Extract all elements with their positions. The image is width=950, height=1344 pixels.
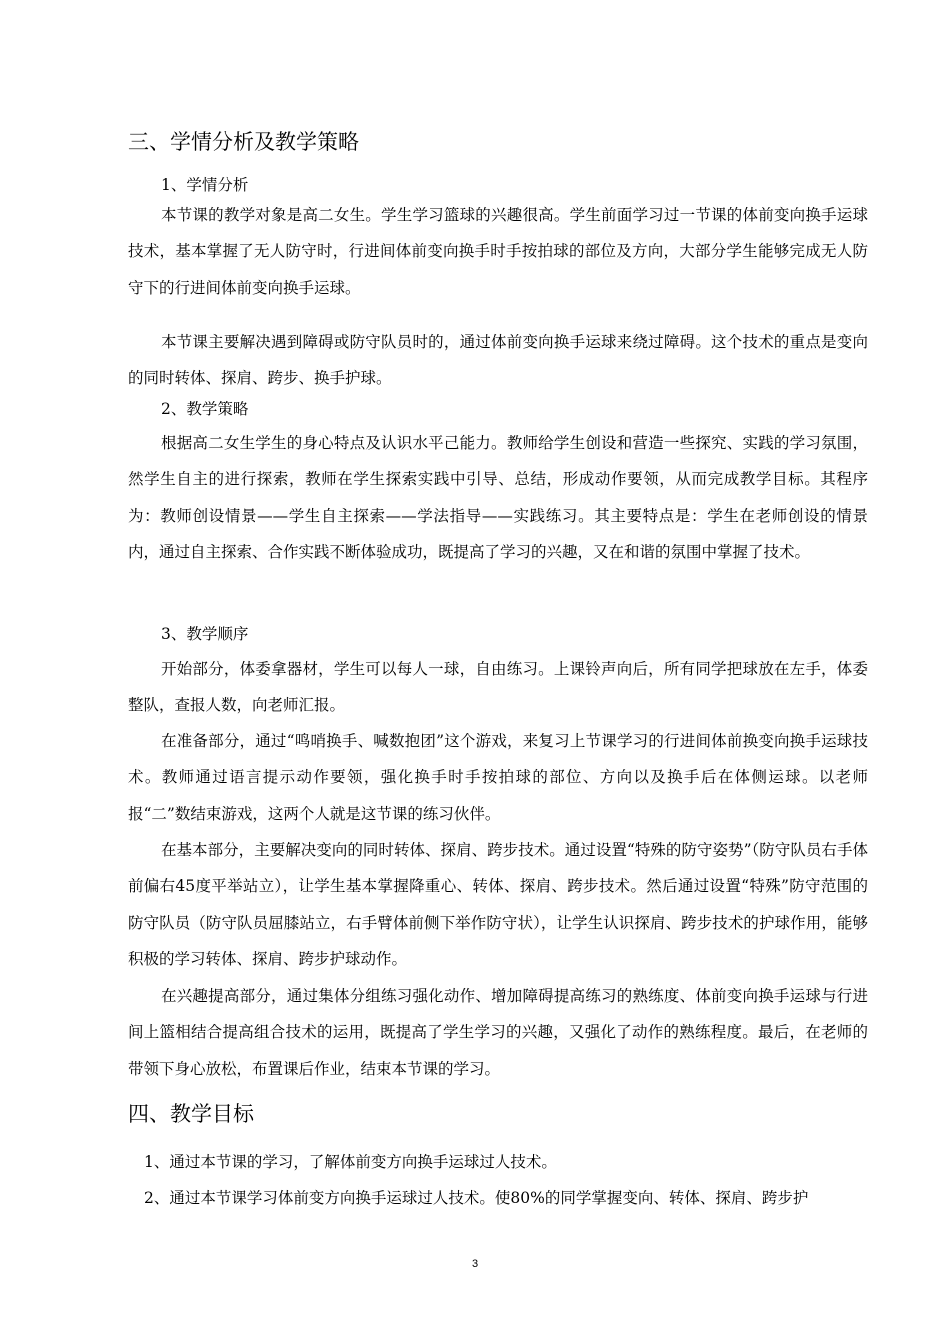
- paragraph-teaching-strategy: 根据高二女生学生的身心特点及认识水平己能力。教师给学生创设和营造一些探究、实践的学习氛围，然学生自主的进行探索，教师在学生探索实践中引导、总结，形成动作要领，从而完成教学目标。其程序为：教师创设情景——学生自主探索——学法指导——实践练习。其主要特点是：学生在老师创设的情景内，通过自主探索、合作实践不断体验成功，既提高了学习的兴趣，又在和谐的氛围中掌握了技术。: [128, 434, 868, 561]
- subsection-3-heading: 3、教学顺序: [161, 625, 249, 643]
- paragraph-teaching-order-3: 在基本部分，主要解决变向的同时转体、探肩、跨步技术。通过设置“特殊的防守姿势”（防守队员右手体前偏右45度平举站立），让学生基本掌握降重心、转体、探肩、跨步技术。然后通过设置“特殊”防守范围的防守队员（防守队员屈膝站立，右手臂体前侧下举作防守状），让学生认识探肩、跨步技术的护球作用，能够积极的学习转体、探肩、跨步护球动作。: [128, 841, 868, 968]
- paragraph-learner-analysis-2: 本节课主要解决遇到障碍或防守队员时的，通过体前变向换手运球来绕过障碍。这个技术的重点是变向的同时转体、探肩、跨步、换手护球。: [128, 333, 868, 388]
- goal-item-2: 2、通过本节课学习体前变方向换手运球过人技术。使80%的同学掌握变向、转体、探肩、跨步护: [144, 1189, 809, 1207]
- paragraph-teaching-order-4: 在兴趣提高部分，通过集体分组练习强化动作、增加障碍提高练习的熟练度、体前变向换手运球与行进间上篮相结合提高组合技术的运用，既提高了学生学习的兴趣，又强化了动作的熟练程度。最后，在老师的带领下身心放松，布置课后作业，结束本节课的学习。: [128, 987, 868, 1078]
- section-4-heading: 四、教学目标: [128, 1102, 254, 1126]
- paragraph-teaching-order-1: 开始部分，体委拿器材，学生可以每人一球，自由练习。上课铃声向后，所有同学把球放在左手，体委整队，查报人数，向老师汇报。: [128, 660, 868, 715]
- paragraph-learner-analysis-1: 本节课的教学对象是高二女生。学生学习篮球的兴趣很高。学生前面学习过一节课的体前变向换手运球技术，基本掌握了无人防守时，行进间体前变向换手时手按拍球的部位及方向，大部分学生能够完成无人防守下的行进间体前变向换手运球。: [128, 206, 868, 297]
- goal-item-1: 1、通过本节课的学习，了解体前变方向换手运球过人技术。: [144, 1153, 557, 1171]
- paragraph-teaching-order-2: 在准备部分，通过“鸣哨换手、喊数抱团”这个游戏，来复习上节课学习的行进间体前换变向换手运球技术。教师通过语言提示动作要领，强化换手时手按拍球的部位、方向以及换手后在体侧运球。以老师报“二”数结束游戏，这两个人就是这节课的练习伙伴。: [128, 732, 868, 823]
- subsection-2-heading: 2、教学策略: [161, 400, 249, 418]
- subsection-1-heading: 1、学情分析: [161, 176, 249, 194]
- page-number: 3: [471, 1258, 479, 1270]
- section-3-heading: 三、学情分析及教学策略: [128, 130, 359, 154]
